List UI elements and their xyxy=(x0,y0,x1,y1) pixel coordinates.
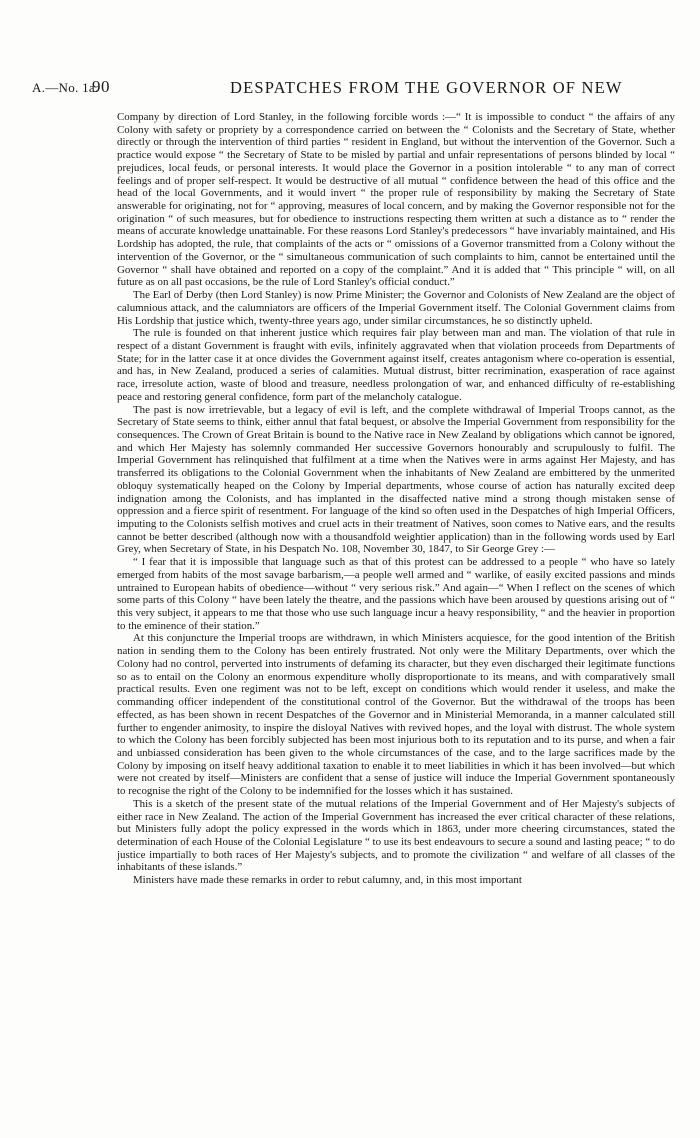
paragraph-earl-of-derby: The Earl of Derby (then Lord Stanley) is now Prime Minister; the Governor and Colonists of New Zealand are the object of calumnious attack, and the calumniators are officers of the Imperial Government itself. The Colonial Government claims from His Lordship that justice which, twenty-three years ago, under similar circumstances, he so distinctly upheld. xyxy=(117,289,675,327)
paragraph-earl-grey-quote: “ I fear that it is impossible that language such as that of this protest can be addressed to a people “ who have so lately emerged from habits of the most savage barbarism,—a people well armed and “ warlike, of easily excited passions and minds untrained to European habits of obedience—without “ very serious risk.” And again—“ When I reflect on the scenes of which some parts of this Colony “ have been lately the theatre, and the passions which have been aroused by questions arising out of “ this very subject, it appears to me that those who use such language incur a heavy responsibility, “ and the heavier in proportion to the eminence of their station.” xyxy=(117,556,675,632)
paper-reference: A.—No. 1a. xyxy=(32,80,99,95)
page-header xyxy=(32,77,672,102)
paragraph-sketch: This is a sketch of the present state of the mutual relations of the Imperial Government and of Her Majesty's subjects of either race in New Zealand. The action of the Imperial Government has increased the ever critical character of these relations, but Ministers fully adopt the policy expressed in the words which in 1863, under more cheering circumstances, stated the determination of each House of the Colonial Legislature “ to use its best endeavours to secure a sound and lasting peace; “ to do justice impartially to both races of Her Majesty's subjects, and to promote the civilization “ and welfare of all classes of the inhabitants of these islands.” xyxy=(117,797,675,874)
paragraph-stanley-quote: Company by direction of Lord Stanley, in the following forcible words :—“ It is impossible to conduct “ the affairs of any Colony with safety or propriety by a correspondence carried on between the “ Colonists and the Secretary of State, whether directly or through the intervention of third parties “ resident in England, but without the intervention of the Governor. Such a practice would expose “ the Secretary of State to be misled by partial and unfair representations of persons blinded by local “ prejudices, local feuds, or personal interests. It would place the Governor in a position intolerable “ to any man of correct feelings and of proper self-respect. It would be destructive of all mutual “ confidence between the head of this office and the head of the local Governments, and it would invert “ the proper rule of responsibility by making the Secretary of State answerable for originating, not for “ approving, measures of local concern, and by making the Governor responsible not for the origination “ of such measures, but for obedience to instructions respecting them written at such a distance as to “ render the means of accurate knowledge unattainable. For these reasons Lord Stanley's predecessors “ have invariably maintained, and His Lordship has adopted, the rule, that complaints of the acts or “ omissions of a Governor transmitted from a Colony without the intervention of the Governor, or the “ simultaneous communication of such complaints to him, cannot be entertained until the Governor “ shall have obtained and reported on a copy of the complaint.” And it is added that “ This principle “ will, on all future as on all past occasions, be the rule of Lord Stanley's official conduct.” xyxy=(117,111,675,289)
page-number: 90 xyxy=(92,77,110,96)
paragraph-conjuncture: At this conjuncture the Imperial troops are withdrawn, in which Ministers acquiesce, for the good intention of the British nation in sending them to the Colony has been entirely frustrated. Not only were the Military Departments, over which the Colony had no control, perverted into instruments of defaming its character, but they even discharged their legitimate functions so as to entail on the Colony an enormous expenditure wholly disproportionate to its means, and with comparatively small practical results. Even one regiment was not to be left, except on conditions which would render it useless, and make the commanding officer independent of the constitutional control of the Governor. But the withdrawal of the troops has been effected, as has been shown in recent Despatches of the Governor and in Ministerial Memoranda, in a manner calculated still further to engender animosity, to inspire the disloyal Natives with revived hopes, and the loyal with distrust. The whole system to which the Colony has been forcibly subjected has been most injurious both to its reputation and to its purse, and when a fair and unbiassed consideration has been given to the whole circumstances of the case, and to the large sacrifices made by the Colony by imposing on itself heavy additional taxation to enable it to meet liabilities in which it has been involved—but which were not created by itself—Ministers are confident that a sense of justice will induce the Imperial Government spontaneously to recognise the right of the Colony to be indemnified for the losses which it has sustained. xyxy=(117,632,675,798)
paragraph-imperial-troops: The past is now irretrievable, but a legacy of evil is left, and the complete withdrawal of Imperial Troops cannot, as the Secretary of State seems to think, either annul that fatal bequest, or absolve the Imperial Government from responsibility for the consequences. The Crown of Great Britain is bound to the Native race in New Zealand by obligations which cannot be ignored, and which Her Majesty has solemnly commanded Her successive Governors honourably and scrupulously to fulfil. The Imperial Government has relinquished that fulfilment at a time when the Natives were in arms against Her Majesty, and has transferred its obligations to the Colonial Government when the inhabitants of New Zealand are embittered by the unmerited obloquy systematically heaped on the Colony by Imperial departments, whose course of action has naturally excited deep indignation among the Colonists, and has implanted in the disaffected native mind a strong though mistaken sense of oppression and a fierce spirit of resentment. For language of the kind so often used in the Despatches of high Imperial Officers, imputing to the Colonists selfish motives and cruel acts in their treatment of Natives, soon comes to Native ears, and the results cannot be better described (although now with a thousandfold weightier application) than in the following words used by Earl Grey, when Secretary of State, in his Despatch No. 108, November 30, 1847, to Sir George Grey :— xyxy=(117,403,675,556)
running-title: DESPATCHES FROM THE GOVERNOR OF NEW xyxy=(230,78,623,97)
body-text xyxy=(117,111,675,887)
paragraph-rule-of-justice: The rule is founded on that inherent justice which requires fair play between man and man. The violation of that rule in respect of a distant Government is fraught with evils, infinitely aggravated when that violation proceeds from Departments of State; for in the latter case it at once divides the Government against itself, creates antagonism where co-operation is essential, and has, in New Zealand, produced a series of calamities. Mutual distrust, bitter recrimination, exasperation of race against race, irresolute action, waste of blood and treasure, needless prolongation of war, and enhanced difficulty of re-establishing peace and restoring general confidence, form part of the melancholy catalogue. xyxy=(117,327,675,403)
paragraph-ministers: Ministers have made these remarks in order to rebut calumny, and, in this most important xyxy=(133,874,522,887)
